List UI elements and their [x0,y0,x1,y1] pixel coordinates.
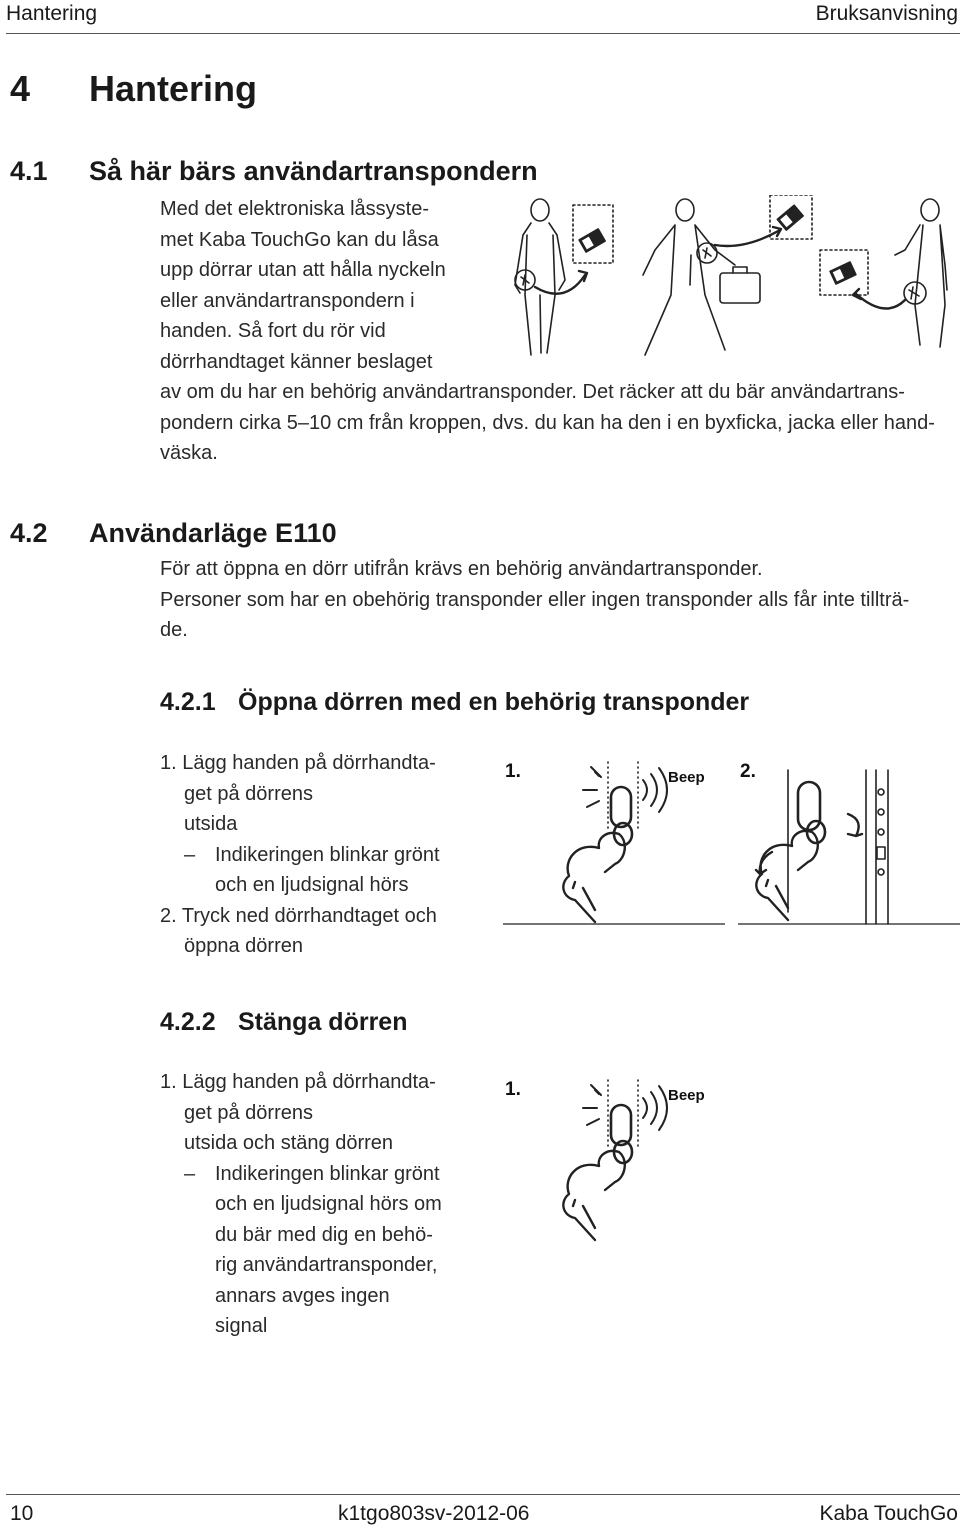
result-line [160,1220,480,1251]
paragraph-line: handen. Så fort du rör vid [160,320,386,342]
footer-rule [6,1494,960,1495]
handle [798,782,820,830]
figure-press-handle-step-2 [738,752,960,928]
figure-step-label: 2. [740,761,756,782]
person-handbag-figure [895,199,947,347]
paragraph-line: väska. [160,442,218,464]
paragraph-line: Personer som har en obehörig transponder eller ingen transponder alls får inte tillträ- [160,588,910,611]
section-4-2-2-steps [160,1067,480,1342]
figure-touch-handle-step-1 [503,752,725,928]
arrow-handbag [855,293,905,309]
step-1-line: get på dörrens [184,1101,313,1124]
chapter-title: Hantering [89,68,258,109]
result-text: och en ljudsignal hörs om [215,1193,442,1215]
header-section: Hantering [6,2,98,25]
transponder-carry-illustration [495,195,960,365]
arrow-pocket [535,275,585,294]
section-4-1-number: 4.1 [10,156,48,186]
result-text: och en ljudsignal hörs [215,874,409,896]
hand-icon [563,833,624,922]
result-text: du bär med dig en behö- [215,1223,433,1246]
paragraph-line: pondern cirka 5–10 cm från kroppen, dvs. du kan ha den i en byxficka, jacka eller hand- [160,411,935,434]
paragraph-line: Med det elektroniska låssyste- [160,198,430,220]
dash-marker: – [184,843,196,866]
header-rule [6,33,960,34]
step-1-line: 1. Lägg handen på dörrhandta- [160,1071,436,1093]
result-text: signal [215,1315,268,1337]
door-edge [788,770,888,924]
paragraph-line: För att öppna en dörr utifrån krävs en behörig användartransponder. [160,558,763,580]
page-number: 10 [10,1502,34,1525]
dash-marker: – [184,1162,196,1185]
sound-waves-icon [643,768,667,812]
result-line [160,870,480,901]
figure-step-label: 1. [505,761,521,782]
header-document-type: Bruksanvisning [815,2,958,25]
sound-waves-icon [643,1086,667,1130]
document-code: k1tgo803sv-2012-06 [338,1502,530,1525]
step-1-line: get på dörrens [184,782,313,805]
step-1-line: utsida [184,813,238,835]
paragraph-line: eller användartranspondern i [160,289,415,312]
result-line [160,1189,480,1220]
section-4-2-1-number: 4.2.1 [160,688,216,716]
section-4-2-title: Användarläge E110 [89,518,337,548]
result-line [160,1311,480,1342]
person-pocket-figure [515,199,565,355]
section-4-2-1-steps [160,748,480,962]
handle [611,1105,631,1145]
paragraph-line: av om du har en behörig användartransponder. Det räcker att du bär användartrans- [160,381,905,403]
beep-label: Beep [668,1087,705,1104]
section-4-2-1-title: Öppna dörren med en behörig transponder [238,688,750,716]
brand-name: Kaba TouchGo [819,1502,958,1525]
beep-label: Beep [668,769,705,786]
section-4-2-2-title: Stänga dörren [238,1008,408,1036]
section-4-2-text [160,554,960,646]
result-text: Indikeringen blinkar grönt [215,1162,440,1185]
section-4-2-2-number: 4.2.2 [160,1008,216,1036]
handle [611,787,631,827]
result-text: Indikeringen blinkar grönt [215,843,440,866]
result-line [160,1159,480,1190]
figure-close-door-step-1 [503,1070,725,1246]
hand-icon [756,831,817,920]
step-2-line: 2. Tryck ned dörrhandtaget och [160,904,437,927]
section-4-2-number: 4.2 [10,518,48,548]
step-2-line: öppna dörren [184,935,303,957]
figure-step-label: 1. [505,1079,521,1100]
person-jacket-figure [643,199,760,355]
paragraph-line: met Kaba TouchGo kan du låsa [160,228,439,251]
section-4-1-title: Så här bärs användartranspondern [89,156,538,186]
result-line [160,840,480,871]
result-text: rig användartransponder, [215,1254,438,1276]
chapter-number: 4 [10,68,31,109]
hand-icon [563,1151,624,1240]
step-1-line: utsida och stäng dörren [184,1132,394,1154]
rotate-arrow-icon [848,814,862,836]
paragraph-line: de. [160,619,188,641]
result-line [160,1281,480,1312]
step-1-line: 1. Lägg handen på dörrhandta- [160,752,436,774]
result-line [160,1250,480,1281]
result-text: annars avges ingen [215,1284,390,1307]
paragraph-line: dörrhandtaget känner beslaget [160,350,433,373]
paragraph-line: upp dörrar utan att hålla nyckeln [160,259,446,281]
